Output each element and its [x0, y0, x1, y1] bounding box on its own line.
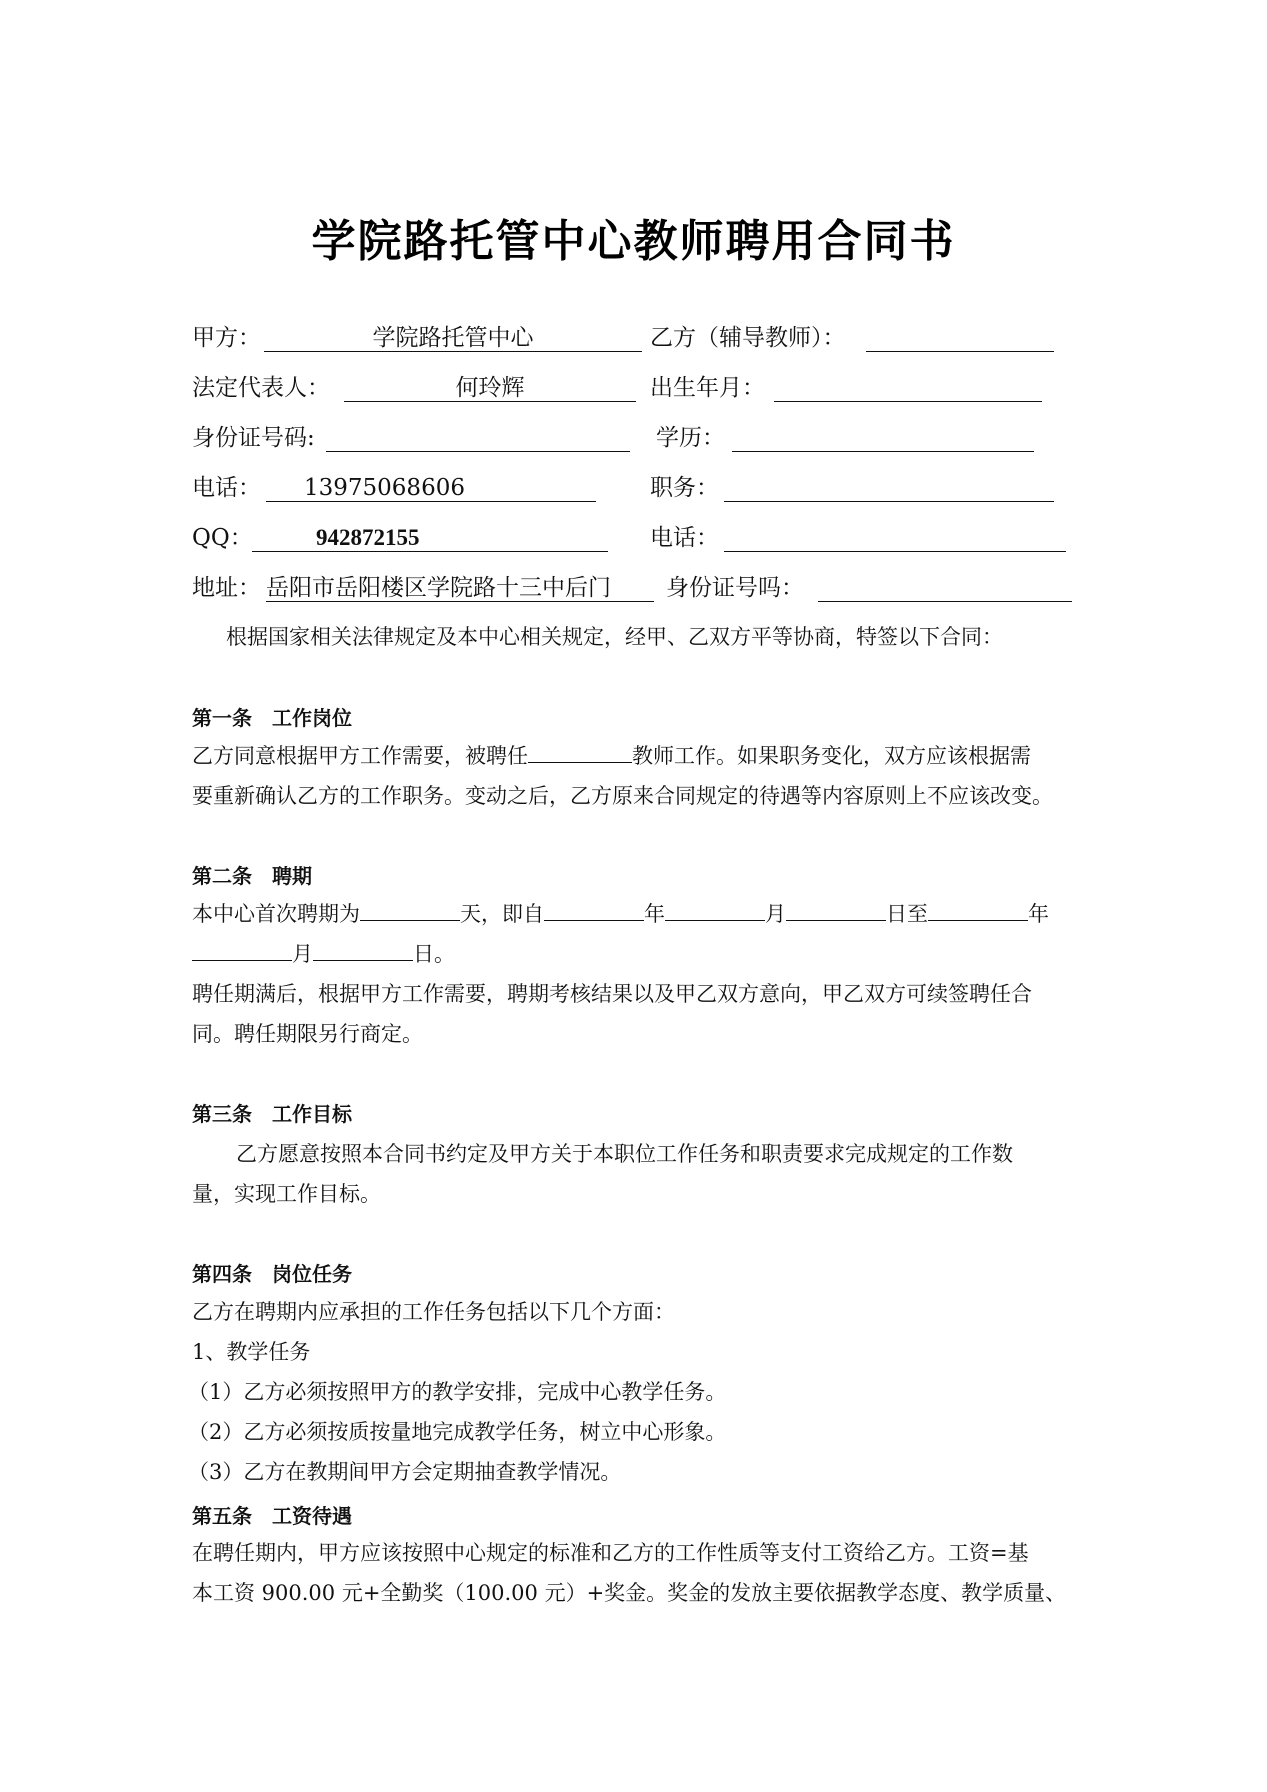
qq-label: QQ： [192, 525, 253, 551]
id-b-value[interactable] [818, 573, 1072, 602]
party-a-value[interactable]: 学院路托管中心 [264, 323, 642, 352]
position-value[interactable] [724, 473, 1054, 502]
article-2-heading: 第二条 聘期 [192, 864, 312, 888]
article-2-line-2 [192, 934, 1072, 974]
article-3-line-1: 乙方愿意按照本合同书约定及甲方关于本职位工作任务和职责要求完成规定的工作数 [236, 1142, 1013, 1166]
article-2-seg-8: 日。 [413, 942, 455, 966]
phone-label: 电话： [192, 475, 261, 501]
start-year-blank[interactable] [544, 896, 644, 921]
article-5-heading: 第五条 工资待遇 [192, 1504, 352, 1528]
article-2-line-3: 聘任期满后，根据甲方工作需要，聘期考核结果以及甲乙双方意向，甲乙双方可续签聘任合 [192, 982, 1032, 1006]
start-day-blank[interactable] [786, 896, 886, 921]
article-3-heading: 第三条 工作目标 [192, 1102, 352, 1126]
article-1-position-blank[interactable] [528, 738, 632, 763]
article-4-line-1: 乙方在聘期内应承担的工作任务包括以下几个方面： [192, 1300, 675, 1324]
article-4-heading: 第四条 岗位任务 [192, 1262, 352, 1286]
phone-b-value[interactable] [724, 523, 1066, 552]
end-day-blank[interactable] [313, 936, 413, 961]
start-month-blank[interactable] [665, 896, 765, 921]
intro-text: 根据国家相关法律规定及本中心相关规定，经甲、乙双方平等协商，特签以下合同： [226, 625, 1003, 649]
phone-b-label: 电话： [650, 525, 719, 551]
address-label: 地址： [192, 575, 261, 601]
qq-value[interactable]: 942872155 [252, 523, 608, 552]
article-3-line-2: 量，实现工作目标。 [192, 1182, 381, 1206]
address-value[interactable]: 岳阳市岳阳楼区学院路十三中后门 [266, 573, 654, 602]
article-2-seg-6: 年 [1028, 902, 1049, 926]
party-a-label: 甲方： [192, 325, 261, 351]
party-b-value[interactable] [866, 323, 1054, 352]
id-value[interactable] [326, 423, 630, 452]
article-2-seg-5: 日至 [886, 902, 928, 926]
birth-value[interactable] [774, 373, 1042, 402]
article-2-line-1 [192, 894, 1072, 934]
education-value[interactable] [732, 423, 1034, 452]
article-5-line-2: 本工资 900.00 元+全勤奖（100.00 元）+奖金。奖金的发放主要依据教学态度、教学质量、 [192, 1581, 1067, 1605]
end-year-blank[interactable] [928, 896, 1028, 921]
article-2-seg-7: 月 [292, 942, 313, 966]
education-label: 学历： [656, 425, 725, 451]
id-label: 身份证号码: [192, 425, 315, 451]
legal-rep-value[interactable]: 何玲辉 [344, 373, 636, 402]
party-b-label: 乙方（辅导教师）： [650, 325, 846, 351]
article-1-line-1 [192, 736, 1072, 776]
article-4-item-3: （3）乙方在教期间甲方会定期抽查教学情况。 [188, 1460, 622, 1484]
phone-value[interactable]: 13975068606 [266, 473, 596, 502]
article-4-item-2: （2）乙方必须按质按量地完成教学任务，树立中心形象。 [188, 1420, 727, 1444]
article-1-line-2: 要重新确认乙方的工作职务。变动之后，乙方原来合同规定的待遇等内容原则上不应该改变。 [192, 784, 1053, 808]
article-1-heading: 第一条 工作岗位 [192, 706, 352, 730]
article-2-seg-1: 本中心首次聘期为 [192, 902, 360, 926]
article-4-line-2: 1、教学任务 [192, 1340, 311, 1364]
article-2-seg-4: 月 [765, 902, 786, 926]
position-label: 职务： [650, 475, 719, 501]
legal-rep-label: 法定代表人： [192, 375, 330, 401]
article-5-line-1: 在聘任期内，甲方应该按照中心规定的标准和乙方的工作性质等支付工资给乙方。工资=基 [192, 1541, 1029, 1565]
document-title: 学院路托管中心教师聘用合同书 [311, 216, 956, 267]
article-1-text-post: 教师工作。如果职务变化，双方应该根据需 [632, 744, 1031, 768]
article-2-seg-3: 年 [644, 902, 665, 926]
article-1-text-pre: 乙方同意根据甲方工作需要，被聘任 [192, 744, 528, 768]
term-days-blank[interactable] [360, 896, 460, 921]
end-month-blank[interactable] [192, 936, 292, 961]
birth-label: 出生年月： [650, 375, 765, 401]
id-b-label: 身份证号吗： [666, 575, 804, 601]
article-2-line-4: 同。聘任期限另行商定。 [192, 1022, 423, 1046]
article-2-seg-2: 天，即自 [460, 902, 544, 926]
article-4-item-1: （1）乙方必须按照甲方的教学安排，完成中心教学任务。 [188, 1380, 727, 1404]
